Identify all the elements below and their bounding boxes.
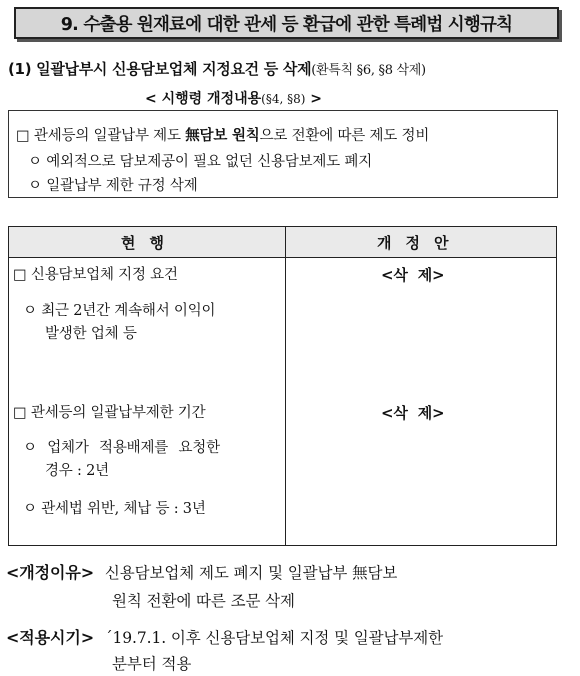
summary-box-ref: (§4, §8) (261, 92, 306, 106)
row2-current-item: ㅇ 관세법 위반, 체납 등 : 3년 (23, 501, 206, 517)
row2-current-item: 경우 : 2년 (45, 463, 109, 479)
summary-box-title: < 시행령 개정내용 (145, 91, 262, 107)
summary-bullet: ㅇ 일괄납부 제한 규정 삭제 (28, 178, 198, 194)
row2-current-item: ㅇ 업체가 적용배제를 요청한 (23, 440, 220, 456)
document-title (14, 7, 559, 39)
summary-box-close: > (305, 91, 323, 107)
summary-main-prefix: □ 관세등의 일괄납부 제도 (16, 128, 186, 144)
apply-label: <적용시기> (6, 628, 95, 647)
apply-text: 분부터 적용 (112, 655, 192, 673)
reason-label: <개정이유> (6, 563, 95, 582)
summary-main-bold: 無담보 원칙 (185, 128, 260, 144)
reason-text: 신용담보업체 제도 폐지 및 일괄납부 無담보 (104, 564, 398, 582)
document-title-text: 9. 수출용 원재료에 대한 관세 등 환급에 관한 특례법 시행규칙 (60, 14, 513, 35)
summary-box-header (138, 88, 329, 108)
section-reference: (환특칙 §6, §8 삭제) (311, 63, 426, 78)
table-header-row (9, 227, 556, 258)
row1-current-head: □ 신용담보업체 지정 요건 (13, 267, 178, 283)
section-heading (8, 58, 573, 79)
summary-main-suffix: 으로 전환에 따른 제도 정비 (259, 128, 430, 144)
summary-main-line (16, 124, 429, 145)
row2-current-head: □ 관세등의 일괄납부제한 기간 (13, 405, 206, 421)
header-revised: 개정안 (377, 234, 463, 252)
reason-text: 원칙 전환에 따른 조문 삭제 (112, 592, 295, 610)
summary-bullet: ㅇ 예외적으로 담보제공이 필요 없던 신용담보제도 폐지 (28, 154, 373, 170)
table-column-divider (285, 227, 286, 545)
header-current: 현행 (121, 234, 178, 252)
row2-revised: <삭 제> (381, 404, 445, 422)
reason-line-1 (6, 560, 397, 583)
row1-current-item: 발생한 업체 등 (45, 326, 137, 342)
row1-current-item: ㅇ 최근 2년간 계속해서 이익이 (23, 303, 216, 319)
apply-line-1 (6, 625, 443, 648)
section-heading-text: (1) 일괄납부시 신용담보업체 지정요건 등 삭제 (8, 60, 312, 78)
comparison-table (8, 226, 557, 546)
row1-revised: <삭 제> (381, 266, 445, 284)
apply-text: ´19.7.1. 이후 신용담보업체 지정 및 일괄납부제한 (104, 629, 444, 647)
